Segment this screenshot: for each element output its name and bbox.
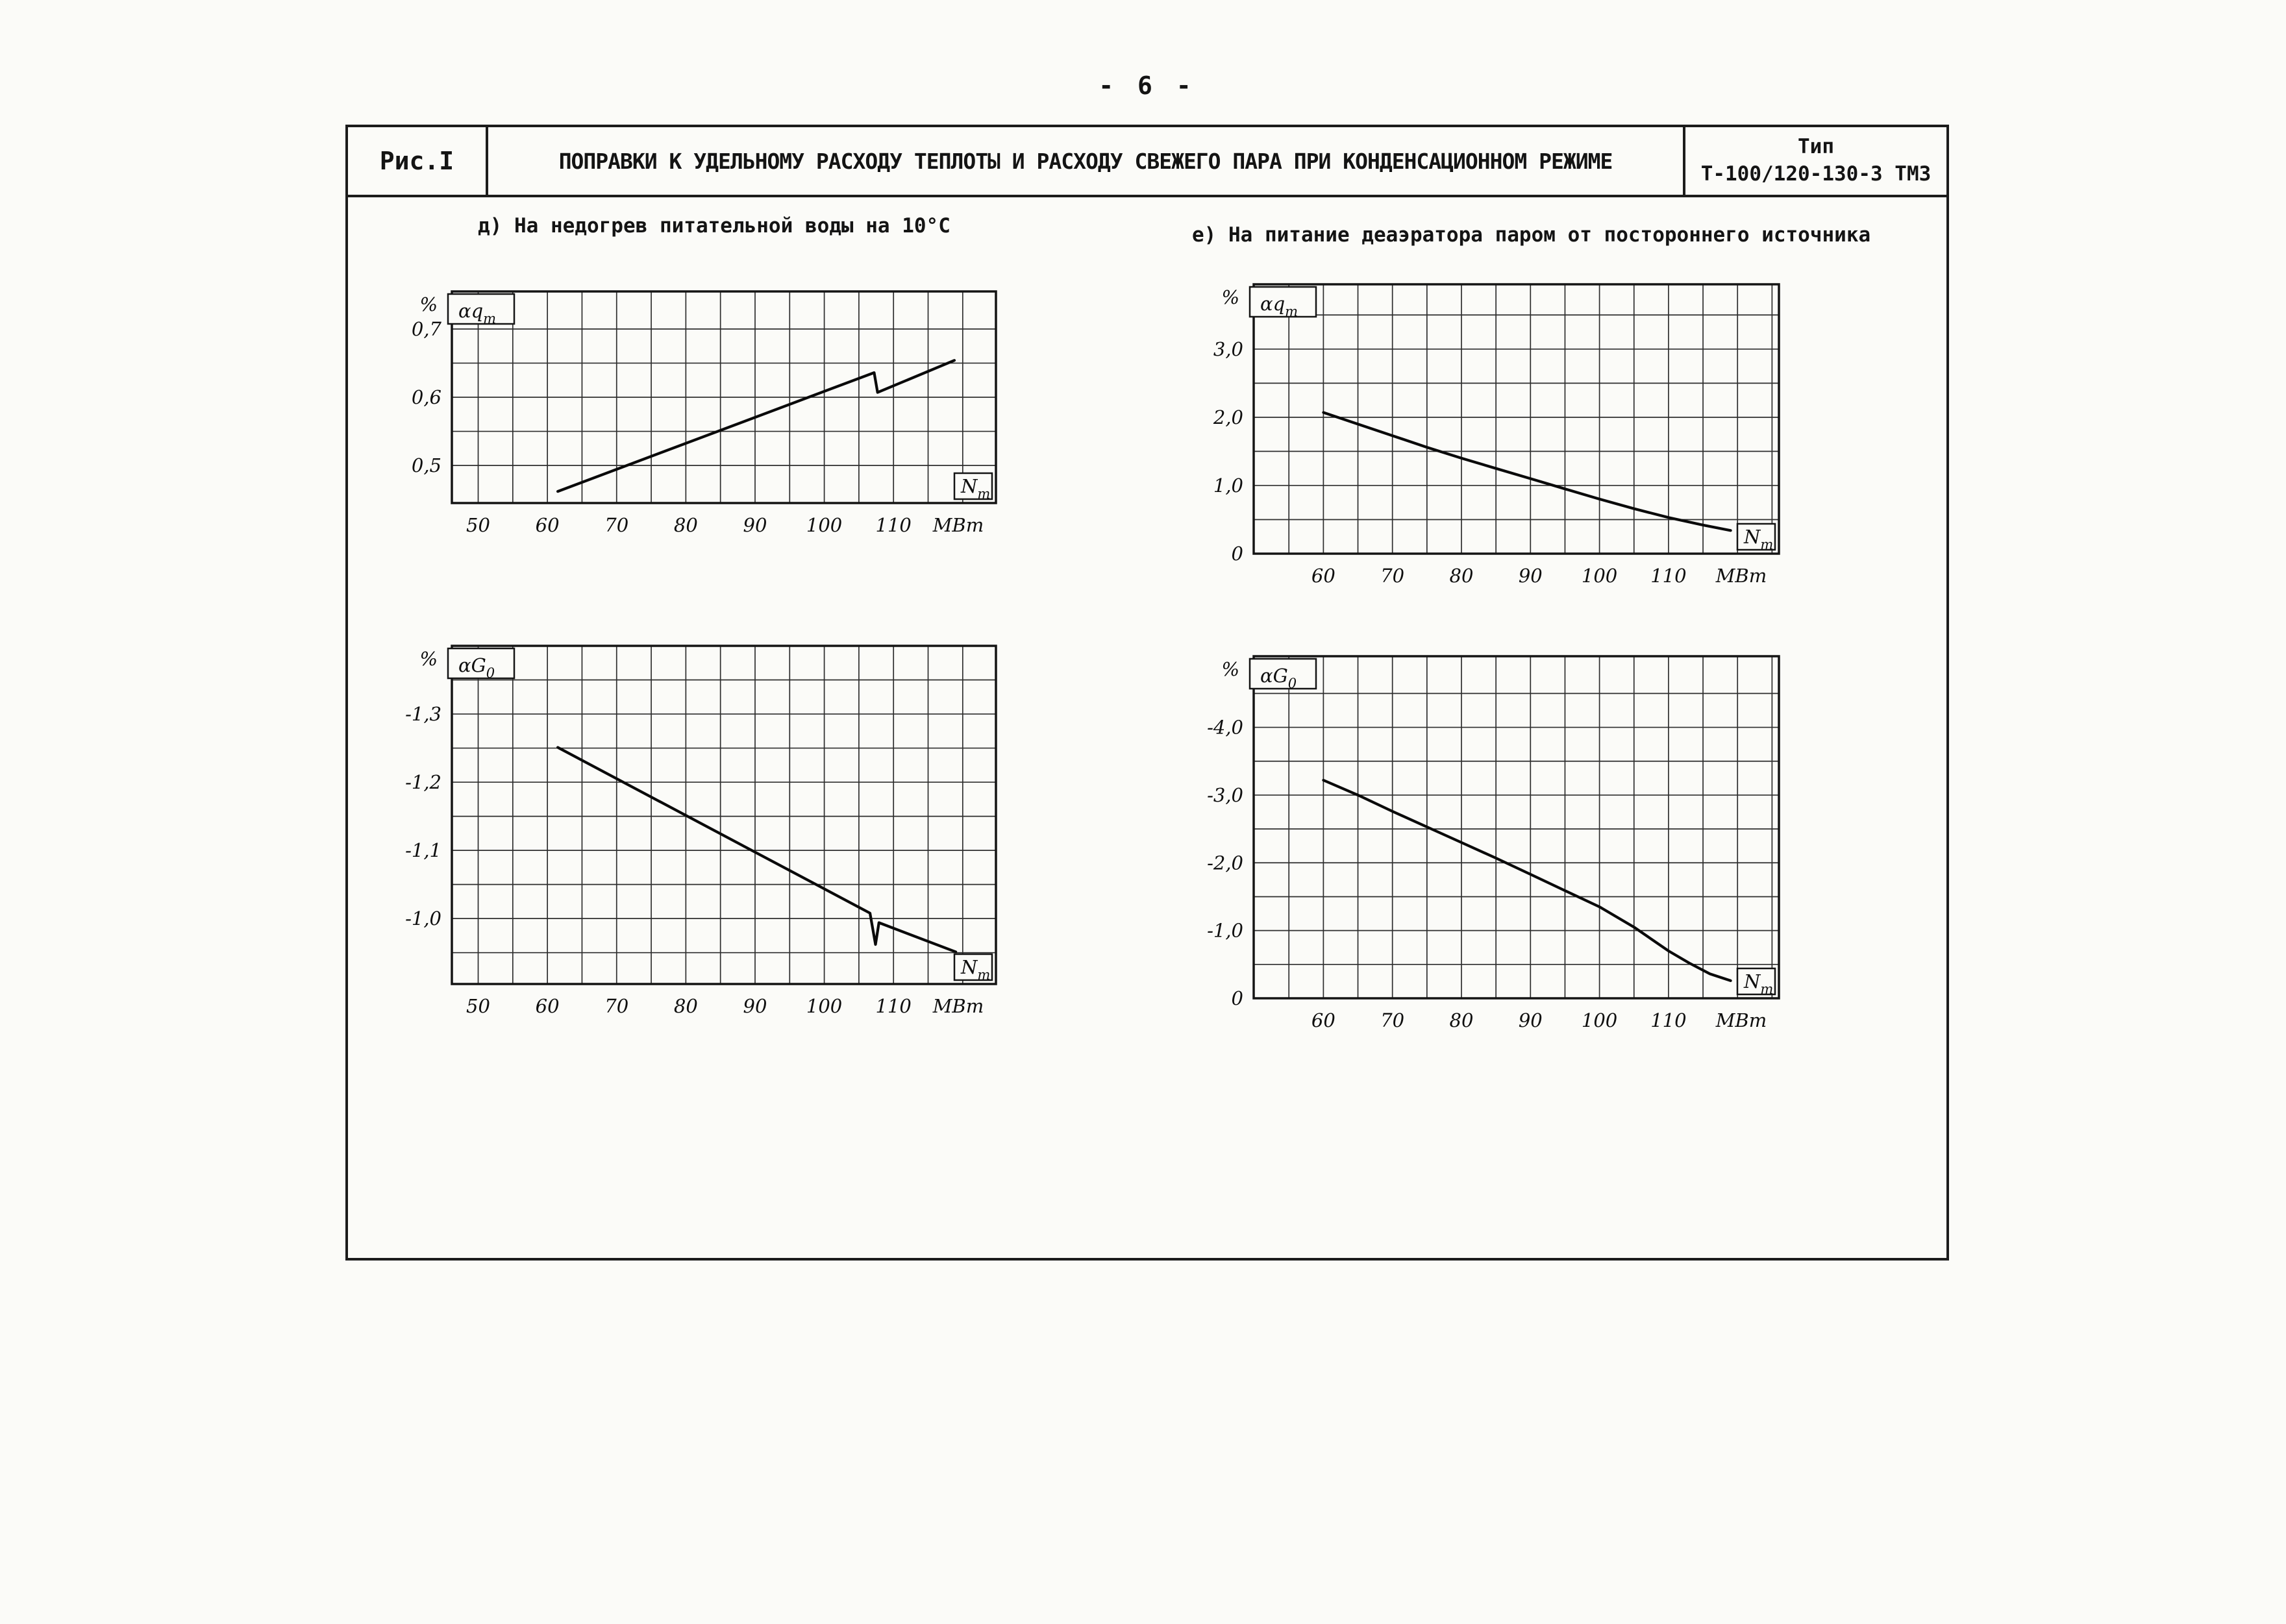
svg-text:0: 0 [1231, 543, 1243, 565]
svg-text:100: 100 [1581, 1009, 1618, 1031]
svg-text:-2,0: -2,0 [1207, 852, 1243, 874]
svg-text:αG0: $\alpha G_0$ [1260, 665, 1297, 691]
svg-text:90: 90 [1518, 565, 1543, 587]
svg-text:Nт: $N_т$ [1744, 970, 1774, 997]
page-number: - 6 - [1099, 71, 1196, 100]
svg-text:αG0: $\alpha G_0$ [458, 654, 495, 681]
svg-text:110: 110 [875, 514, 912, 536]
chart-steam-flow-correction-feedwater [361, 607, 1087, 1042]
svg-text:1,0: 1,0 [1213, 474, 1243, 497]
svg-text:60: 60 [1311, 565, 1336, 587]
svg-text:60: 60 [535, 995, 560, 1017]
svg-text:100: 100 [806, 514, 843, 536]
svg-text:2,0: 2,0 [1213, 406, 1243, 428]
svg-text:%: % [419, 293, 438, 315]
turbine-type-cell [1683, 127, 1946, 195]
chart-heat-rate-correction-feedwater [361, 252, 1087, 561]
svg-text:0: 0 [1231, 987, 1243, 1009]
svg-text:-1,3: -1,3 [405, 703, 441, 726]
svg-text:70: 70 [1380, 1009, 1405, 1031]
svg-text:90: 90 [1518, 1009, 1543, 1031]
svg-text:70: 70 [604, 514, 629, 536]
svg-text:Nт: $N_т$ [961, 475, 991, 502]
svg-text:-3,0: -3,0 [1207, 783, 1243, 806]
svg-text:0,5: 0,5 [411, 454, 441, 477]
svg-text:110: 110 [1650, 1009, 1687, 1031]
svg-text:МВт: МВт [1715, 1009, 1767, 1031]
svg-text:αqт: $\alpha q_т$ [1260, 293, 1298, 319]
section-title-right: е) На питание деаэратора паром от постороннего источника [1192, 223, 1871, 247]
chart-steam-flow-correction-deaerator [1163, 617, 1870, 1057]
svg-text:90: 90 [743, 514, 767, 536]
svg-text:80: 80 [673, 995, 698, 1017]
svg-text:-1,0: -1,0 [405, 907, 441, 930]
svg-text:0,6: 0,6 [411, 386, 441, 408]
svg-text:%: % [419, 648, 438, 670]
svg-text:50: 50 [466, 995, 490, 1017]
svg-text:αqт: $\alpha q_т$ [458, 300, 497, 326]
svg-text:-1,1: -1,1 [405, 839, 441, 862]
svg-text:МВт: МВт [1715, 565, 1767, 587]
svg-text:80: 80 [1449, 565, 1474, 587]
svg-text:60: 60 [535, 514, 560, 536]
turbine-type-label: Тип [1798, 135, 1834, 159]
svg-text:0,7: 0,7 [411, 317, 441, 340]
chart-heat-rate-correction-deaerator [1163, 245, 1870, 612]
svg-text:МВт: МВт [932, 995, 984, 1017]
svg-text:Nт: $N_т$ [961, 956, 991, 983]
svg-text:-1,0: -1,0 [1207, 919, 1243, 942]
svg-text:60: 60 [1311, 1009, 1336, 1031]
svg-text:100: 100 [1581, 565, 1618, 587]
svg-text:МВт: МВт [932, 514, 984, 536]
svg-text:80: 80 [673, 514, 698, 536]
svg-text:90: 90 [743, 995, 767, 1017]
figure-title: ПОПРАВКИ К УДЕЛЬНОМУ РАСХОДУ ТЕПЛОТЫ И РАСХОДУ СВЕЖЕГО ПАРА ПРИ КОНДЕНСАЦИОННОМ РЕЖИМЕ [558, 148, 1613, 174]
section-title-left: д) На недогрев питательной воды на 10°С [478, 214, 950, 238]
svg-text:80: 80 [1449, 1009, 1474, 1031]
svg-text:%: % [1221, 286, 1239, 308]
svg-text:50: 50 [466, 514, 490, 536]
svg-text:-4,0: -4,0 [1207, 716, 1243, 739]
svg-text:Nт: $N_т$ [1744, 526, 1774, 552]
figure-label: Рис.I [348, 127, 488, 195]
svg-text:-1,2: -1,2 [405, 771, 441, 794]
svg-text:3,0: 3,0 [1213, 338, 1243, 360]
svg-text:%: % [1221, 658, 1239, 680]
svg-text:70: 70 [1380, 565, 1405, 587]
svg-text:70: 70 [604, 995, 629, 1017]
figure-header [348, 127, 1946, 197]
svg-text:100: 100 [806, 995, 843, 1017]
turbine-type-value: Т-100/120-130-3 ТМЗ [1700, 162, 1932, 186]
svg-text:110: 110 [1650, 565, 1687, 587]
svg-text:110: 110 [875, 995, 912, 1017]
